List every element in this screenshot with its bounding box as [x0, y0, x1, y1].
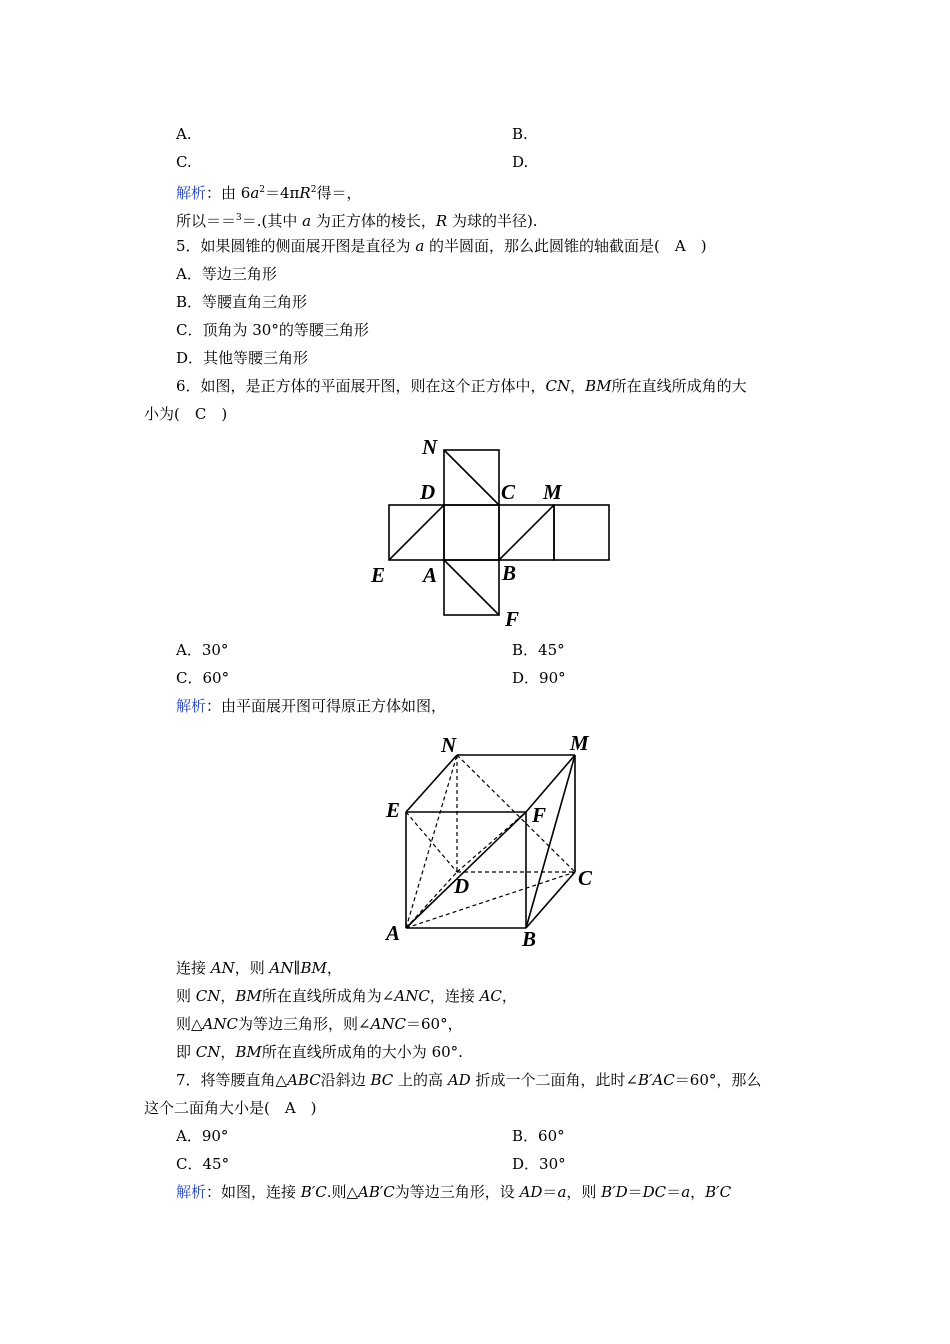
q6-option-a: A．30° [176, 641, 229, 659]
text: ， [690, 1183, 706, 1201]
solution-label: 解析 [176, 184, 207, 202]
text: 连接 [176, 959, 211, 977]
text: ， [220, 1043, 236, 1061]
q4-option-a: A. [176, 125, 192, 143]
net-label-n: N [422, 435, 438, 459]
net-label-b: B [502, 561, 517, 585]
var: a [681, 1183, 691, 1201]
text: 为等边三角形，则∠ [237, 1015, 371, 1033]
cube-edge-en [406, 755, 457, 812]
var: ANC [394, 987, 430, 1005]
text: 的半圆面，那么此圆锥的轴截面是( A ) [424, 237, 707, 255]
var: CN [195, 1043, 221, 1061]
cube-label-b: B [522, 927, 537, 951]
var: CN [545, 377, 571, 395]
net-label-m: M [543, 480, 562, 504]
var: BM [235, 1043, 262, 1061]
var: R [435, 212, 448, 230]
q6-option-b: B．45° [512, 641, 565, 659]
q4-option-d: D. [512, 153, 529, 171]
q5-option-d: D．其他等腰三角形 [176, 349, 309, 367]
text: 沿斜边 [320, 1071, 371, 1089]
var: AN [210, 959, 235, 977]
q5-option-b: B．等腰直角三角形 [176, 293, 308, 311]
text: 所在直线所成角为∠ [261, 987, 395, 1005]
var: AN [269, 959, 294, 977]
var: B′ [705, 1183, 720, 1201]
net-label-e: E [371, 563, 386, 587]
text: ＝4π [265, 184, 300, 202]
text: 6．如图，是正方体的平面展开图，则在这个正方体中， [176, 377, 546, 395]
var: C [315, 1183, 327, 1201]
text: 则△ [176, 1015, 203, 1033]
q7-option-a: A．90° [176, 1127, 229, 1145]
text: ，则 [234, 959, 270, 977]
q4-option-c: C. [176, 153, 192, 171]
q7-stem-line1 [176, 1070, 761, 1090]
text: 即 [176, 1043, 196, 1061]
text: ， [501, 987, 517, 1005]
var: a [250, 184, 260, 202]
var: CN [195, 987, 221, 1005]
text: ＝60°，那么 [674, 1071, 762, 1089]
sup: 2 [310, 185, 317, 195]
var: AD [519, 1183, 543, 1201]
var: R [299, 184, 311, 202]
q6-solution-line1 [176, 958, 342, 978]
q5-option-c: C．顶角为 30°的等腰三角形 [176, 321, 369, 339]
solution-label: 解析 [176, 1183, 207, 1201]
net-label-f: F [505, 607, 520, 631]
text: ：由平面展开图可得原正方体如图， [206, 697, 447, 715]
var: ANC [370, 1015, 406, 1033]
q7-option-d: D．30° [512, 1155, 566, 1173]
cube-label-e: E [386, 798, 401, 822]
text: 为等边三角形，设 [394, 1183, 520, 1201]
cube-label-a: A [386, 921, 401, 945]
q5-option-a: A．等边三角形 [176, 265, 277, 283]
text: 上的高 [393, 1071, 448, 1089]
text: ∥ [293, 959, 301, 977]
cube-label-c: C [578, 866, 593, 890]
var: BM [585, 377, 612, 395]
text: 则 [176, 987, 196, 1005]
text: 5．如果圆锥的侧面展开图是直径为 [176, 237, 416, 255]
text: 得＝， [316, 184, 362, 202]
net-label-a: A [423, 563, 438, 587]
var: AC [479, 987, 502, 1005]
solution-label: 解析 [176, 697, 207, 715]
text: 所在直线所成角的大小为 60°. [261, 1043, 463, 1061]
cube-label-d: D [454, 874, 470, 898]
cube-line-bm [526, 755, 575, 928]
var: AB′ [358, 1183, 384, 1201]
q6-option-d: D．90° [512, 669, 566, 687]
q7-option-c: C．45° [176, 1155, 230, 1173]
text: 为正方体的棱长， [311, 212, 436, 230]
var: DC [642, 1183, 667, 1201]
q6-option-c: C．60° [176, 669, 230, 687]
text: 为球的半径). [447, 212, 538, 230]
var: C [383, 1183, 395, 1201]
cube-hidden-nc [457, 755, 575, 872]
var: a [557, 1183, 567, 1201]
var: BM [300, 959, 327, 977]
var: a [302, 212, 312, 230]
text: 所在直线所成角的大 [611, 377, 747, 395]
sup: 2 [259, 185, 266, 195]
cube-hidden-df [457, 812, 526, 872]
net-label-c: C [501, 480, 516, 504]
cube-label-n: N [441, 733, 457, 757]
text: ， [570, 377, 586, 395]
var: B′ [300, 1183, 316, 1201]
cube-line-af [406, 812, 526, 928]
text: ＝.(其中 [241, 212, 303, 230]
text: ， [326, 959, 342, 977]
text: ＝ [542, 1183, 558, 1201]
text: ，连接 [429, 987, 480, 1005]
q7-option-b: B．60° [512, 1127, 565, 1145]
text: 7．将等腰直角△ [176, 1071, 288, 1089]
q6-stem-line2: 小为( C ) [144, 405, 228, 423]
var: ABC [287, 1071, 321, 1089]
text: ：如图，连接 [206, 1183, 301, 1201]
var: BC [370, 1071, 394, 1089]
q7-solution-line1 [176, 1182, 731, 1202]
var: AC [652, 1071, 675, 1089]
var: B′ [601, 1183, 616, 1201]
var: B′ [638, 1071, 653, 1089]
q6-solution-line3 [176, 1014, 463, 1034]
text: 折成一个二面角，此时∠ [470, 1071, 639, 1089]
text: ＝ [627, 1183, 643, 1201]
q6-solution-line2 [176, 986, 517, 1006]
text: ＝60°， [406, 1015, 463, 1033]
net-label-d: D [420, 480, 436, 504]
var: D [615, 1183, 628, 1201]
cube-label-f: F [532, 803, 547, 827]
text: ：由 6 [206, 184, 251, 202]
var: ANC [202, 1015, 238, 1033]
text: ＝ [666, 1183, 682, 1201]
text: .则△ [326, 1183, 359, 1201]
cube-label-m: M [570, 731, 589, 755]
q4-option-b: B. [512, 125, 528, 143]
q7-stem-line2: 这个二面角大小是( A ) [144, 1099, 317, 1117]
sup: 3 [236, 213, 242, 223]
var: a [415, 237, 425, 255]
q6-solution-line4 [176, 1042, 463, 1062]
var: BM [235, 987, 262, 1005]
var: C [719, 1183, 732, 1201]
text: 所以＝＝ [176, 212, 237, 230]
text: ， [220, 987, 236, 1005]
cube-hidden-ed [406, 812, 457, 872]
var: AD [447, 1071, 471, 1089]
text: ，则 [566, 1183, 602, 1201]
